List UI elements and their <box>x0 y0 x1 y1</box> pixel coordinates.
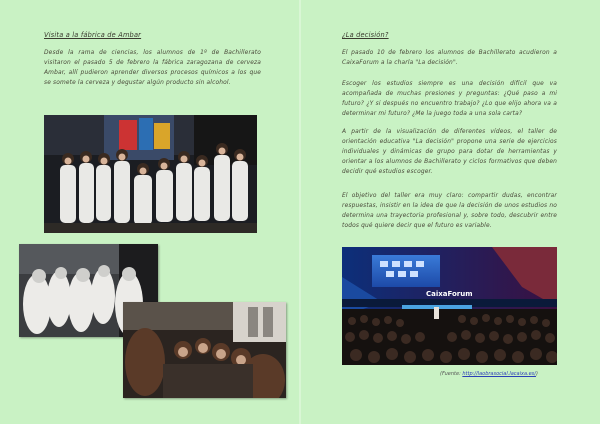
source-label: (Fuente: <box>440 371 461 377</box>
left-article-title: Visita a la fábrica de Ambar <box>44 31 142 39</box>
audience-image <box>123 302 286 398</box>
caixaforum-photo <box>342 247 557 365</box>
group-photo-image <box>44 115 257 233</box>
page-divider <box>299 0 301 424</box>
right-paragraph-4: El objetivo del taller era muy claro: compartir dudas, encontrar respuestas, insistir en la idea de que la decisión de unos estudios no determina una trayectoria profesional y, sobre todo, descubrir entre todos qué quiere decir que el futuro es variable. <box>342 193 557 229</box>
right-article-title: ¿La decisión? <box>342 31 389 39</box>
audience-photo <box>123 302 286 398</box>
photo-source <box>440 371 538 377</box>
source-link[interactable]: http://laobrasocial.lacaixa.es/ <box>462 371 536 377</box>
left-article-text: Desde la rama de ciencias, los alumnos de 1º de Bachillerato visitaron el pasado 5 de febrero la fábrica zaragozana de cerveza Ambar, allí pudieron aprender diversos procesos químicos a los que se somete la cerveza y degustar algún producto sin alcohol. <box>44 50 261 86</box>
caixaforum-image <box>342 247 557 365</box>
group-photo <box>44 115 257 233</box>
caixaforum-sign: CaixaForum <box>426 290 473 298</box>
right-paragraph-3: A partir de la visualización de diferentes vídeos, el taller de orientación educativa "La decisión" propone una serie de ejercicios individuales y dinámicas de grupo para dotar de herramientas y orientar a los alumnos de Bachillerato y ciclos formativos que deben decidir qué estudios escoger. <box>342 129 557 175</box>
right-paragraph-1: El pasado 10 de febrero los alumnos de Bachillerato acudieron a CaixaForum a la charla "La decisión". <box>342 50 557 66</box>
source-close: ) <box>535 371 538 377</box>
right-paragraph-2: Escoger los estudios siempre es una decisión difícil que va acompañada de muchas presiones y preguntas: ¿Qué paso a mi futuro? ¿Y si después no encuentro trabajo? ¿Lo que elijo ahora va a determinar mi futuro? ¿Me la juego toda a una sola carta? <box>342 81 557 117</box>
